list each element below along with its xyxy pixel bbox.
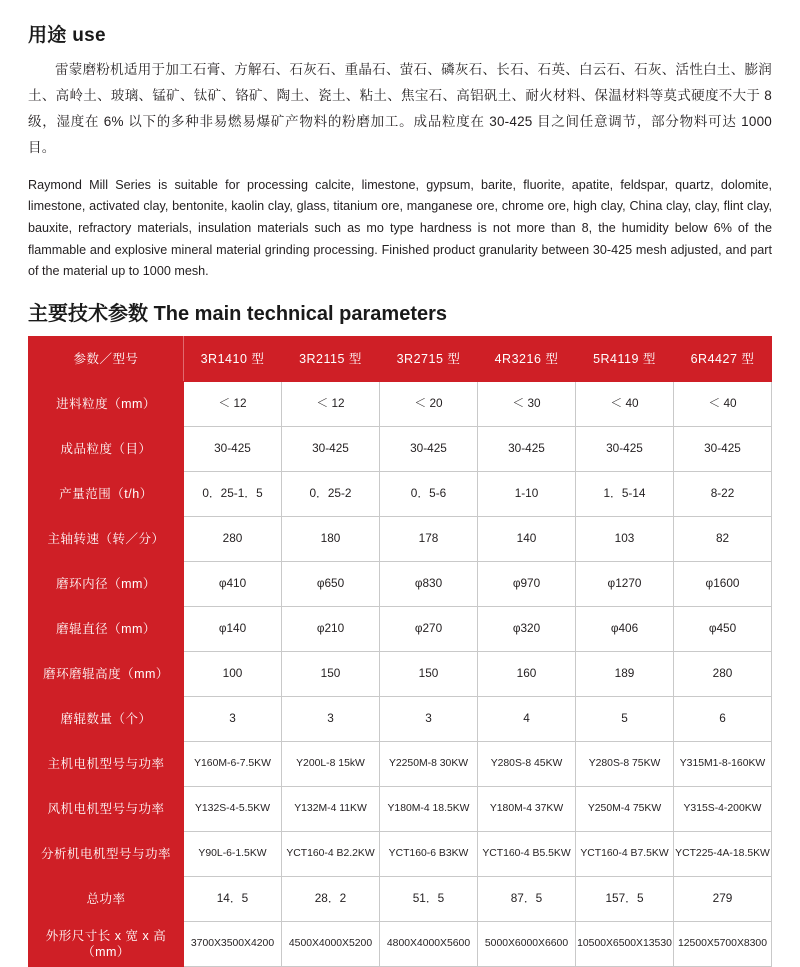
page-title-cn: 用途 [28,25,67,46]
table-column-header: 3R2115 型 [282,336,380,381]
intro-paragraph-cn: 雷蒙磨粉机适用于加工石膏、方解石、石灰石、重晶石、萤石、磷灰石、长石、石英、白云石、石灰、活性白土、膨润土、高岭土、玻璃、锰矿、钛矿、铬矿、陶土、瓷土、粘土、焦宝石、高铝矾土、耐火材料、保温材料等莫式硬度不大于 8 级，湿度在 6% 以下的多种非易燃易爆矿产物料的粉磨加工。成品粒度在 30-425 目之间任意调节，部分物料可达 1000 目。 [28,62,772,155]
table-cell: 30-425 [576,426,674,471]
table-cell: 3 [282,696,380,741]
table-cell: 30-425 [380,426,478,471]
table-cell: 150 [282,651,380,696]
table-cell: 100 [184,651,282,696]
table-cell: 30-425 [184,426,282,471]
table-cell: ＜ 12 [282,381,380,426]
row-label: 成品粒度（目） [29,426,184,471]
row-label: 主机电机型号与功率 [29,741,184,786]
page-title [28,20,772,47]
table-cell: 3 [184,696,282,741]
table-cell: YCT160-4 B2.2KW [282,831,380,876]
table-cell: Y280S-8 75KW [576,741,674,786]
row-label: 磨辊数量（个） [29,696,184,741]
table-cell: 4800X4000X5600 [380,921,478,966]
table-cell: YCT225-4A-18.5KW [674,831,772,876]
technical-parameters-table [28,336,772,967]
table-row [29,651,772,696]
table-cell: 6 [674,696,772,741]
table-cell: 0．25-2 [282,471,380,516]
row-label: 磨辊直径（mm） [29,606,184,651]
table-column-header: 5R4119 型 [576,336,674,381]
table-cell: Y132M-4 11KW [282,786,380,831]
table-cell: 5000X6000X6600 [478,921,576,966]
table-cell: 12500X5700X8300 [674,921,772,966]
table-row [29,606,772,651]
table-cell: 279 [674,876,772,921]
table-cell: YCT160-4 B7.5KW [576,831,674,876]
table-cell: 3 [380,696,478,741]
table-row [29,921,772,966]
table-cell: 1．5-14 [576,471,674,516]
table-cell: φ1600 [674,561,772,606]
table-cell: φ970 [478,561,576,606]
table-cell: 1-10 [478,471,576,516]
row-label: 总功率 [29,876,184,921]
table-row [29,471,772,516]
table-cell: 28．2 [282,876,380,921]
table-cell: Y90L-6-1.5KW [184,831,282,876]
table-cell: 5 [576,696,674,741]
table-cell: φ830 [380,561,478,606]
table-cell: Y180M-4 18.5KW [380,786,478,831]
table-cell: φ270 [380,606,478,651]
table-cell: 0．25-1．5 [184,471,282,516]
table-column-header: 3R1410 型 [184,336,282,381]
row-label: 磨环内径（mm） [29,561,184,606]
params-title [28,297,772,326]
table-row [29,741,772,786]
table-cell: 157．5 [576,876,674,921]
row-label: 风机电机型号与功率 [29,786,184,831]
page-title-en: use [72,25,106,46]
table-cell: 14．5 [184,876,282,921]
table-row [29,516,772,561]
intro-paragraph-en: Raymond Mill Series is suitable for processing calcite, limestone, gypsum, barite, fluorite, apatite, feldspar, quartz, dolomite, limestone, activated clay, bentonite, kaolin clay, glass, titanium ore, manganese ore, chrome ore, high clay, China clay, clay, flint clay, bauxite, refractory materials, insulation materials such as mo type hardness is not more than 8, the humidity below 6% of the flammable and explosive mineral material grinding processing. Finished product granularity between 30-425 mesh adjusted, and part of the material up to 1000 mesh. [28,177,772,279]
table-corner-label: 参数／型号 [29,336,184,381]
table-cell: Y180M-4 37KW [478,786,576,831]
table-row [29,561,772,606]
table-cell: φ410 [184,561,282,606]
table-cell: YCT160-4 B5.5KW [478,831,576,876]
row-label: 进料粒度（mm） [29,381,184,426]
row-label: 主轴转速（转／分） [29,516,184,561]
table-cell: Y250M-4 75KW [576,786,674,831]
table-cell: 140 [478,516,576,561]
table-cell: ＜ 40 [576,381,674,426]
table-cell: ＜ 12 [184,381,282,426]
table-cell: ＜ 40 [674,381,772,426]
table-cell: 150 [380,651,478,696]
table-cell: 10500X6500X13530 [576,921,674,966]
table-cell: φ1270 [576,561,674,606]
table-header-row [29,336,772,381]
table-cell: φ140 [184,606,282,651]
table-cell: 4 [478,696,576,741]
table-cell: 4500X4000X5200 [282,921,380,966]
table-cell: 87．5 [478,876,576,921]
row-label: 外形尺寸长 x 宽 x 高（mm） [29,921,184,966]
table-cell: 30-425 [478,426,576,471]
table-cell: 103 [576,516,674,561]
table-cell: 178 [380,516,478,561]
row-label: 产量范围（t/h） [29,471,184,516]
table-row [29,876,772,921]
table-column-header: 4R3216 型 [478,336,576,381]
row-label: 磨环磨辊高度（mm） [29,651,184,696]
table-cell: Y200L-8 15kW [282,741,380,786]
table-cell: 30-425 [674,426,772,471]
table-column-header: 6R4427 型 [674,336,772,381]
table-cell: φ650 [282,561,380,606]
table-cell: φ406 [576,606,674,651]
table-cell: 8-22 [674,471,772,516]
table-cell: 82 [674,516,772,561]
table-cell: 180 [282,516,380,561]
table-row [29,381,772,426]
table-cell: 0．5-6 [380,471,478,516]
params-title-en: The main technical parameters [153,302,448,325]
table-cell: 280 [674,651,772,696]
row-label: 分析机电机型号与功率 [29,831,184,876]
table-cell: 160 [478,651,576,696]
table-cell: 51．5 [380,876,478,921]
table-cell: Y315S-4-200KW [674,786,772,831]
table-column-header: 3R2715 型 [380,336,478,381]
table-cell: Y132S-4-5.5KW [184,786,282,831]
table-cell: YCT160-6 B3KW [380,831,478,876]
table-cell: 3700X3500X4200 [184,921,282,966]
table-cell: 280 [184,516,282,561]
table-row [29,426,772,471]
table-cell: 30-425 [282,426,380,471]
table-cell: 189 [576,651,674,696]
table-row [29,696,772,741]
table-cell: Y280S-8 45KW [478,741,576,786]
table-cell: φ320 [478,606,576,651]
table-cell: φ210 [282,606,380,651]
table-row [29,786,772,831]
params-title-cn: 主要技术参数 [28,302,148,325]
table-cell: Y315M1-8-160KW [674,741,772,786]
table-cell: ＜ 20 [380,381,478,426]
table-cell: Y160M-6-7.5KW [184,741,282,786]
table-cell: ＜ 30 [478,381,576,426]
table-cell: φ450 [674,606,772,651]
table-cell: Y2250M-8 30KW [380,741,478,786]
